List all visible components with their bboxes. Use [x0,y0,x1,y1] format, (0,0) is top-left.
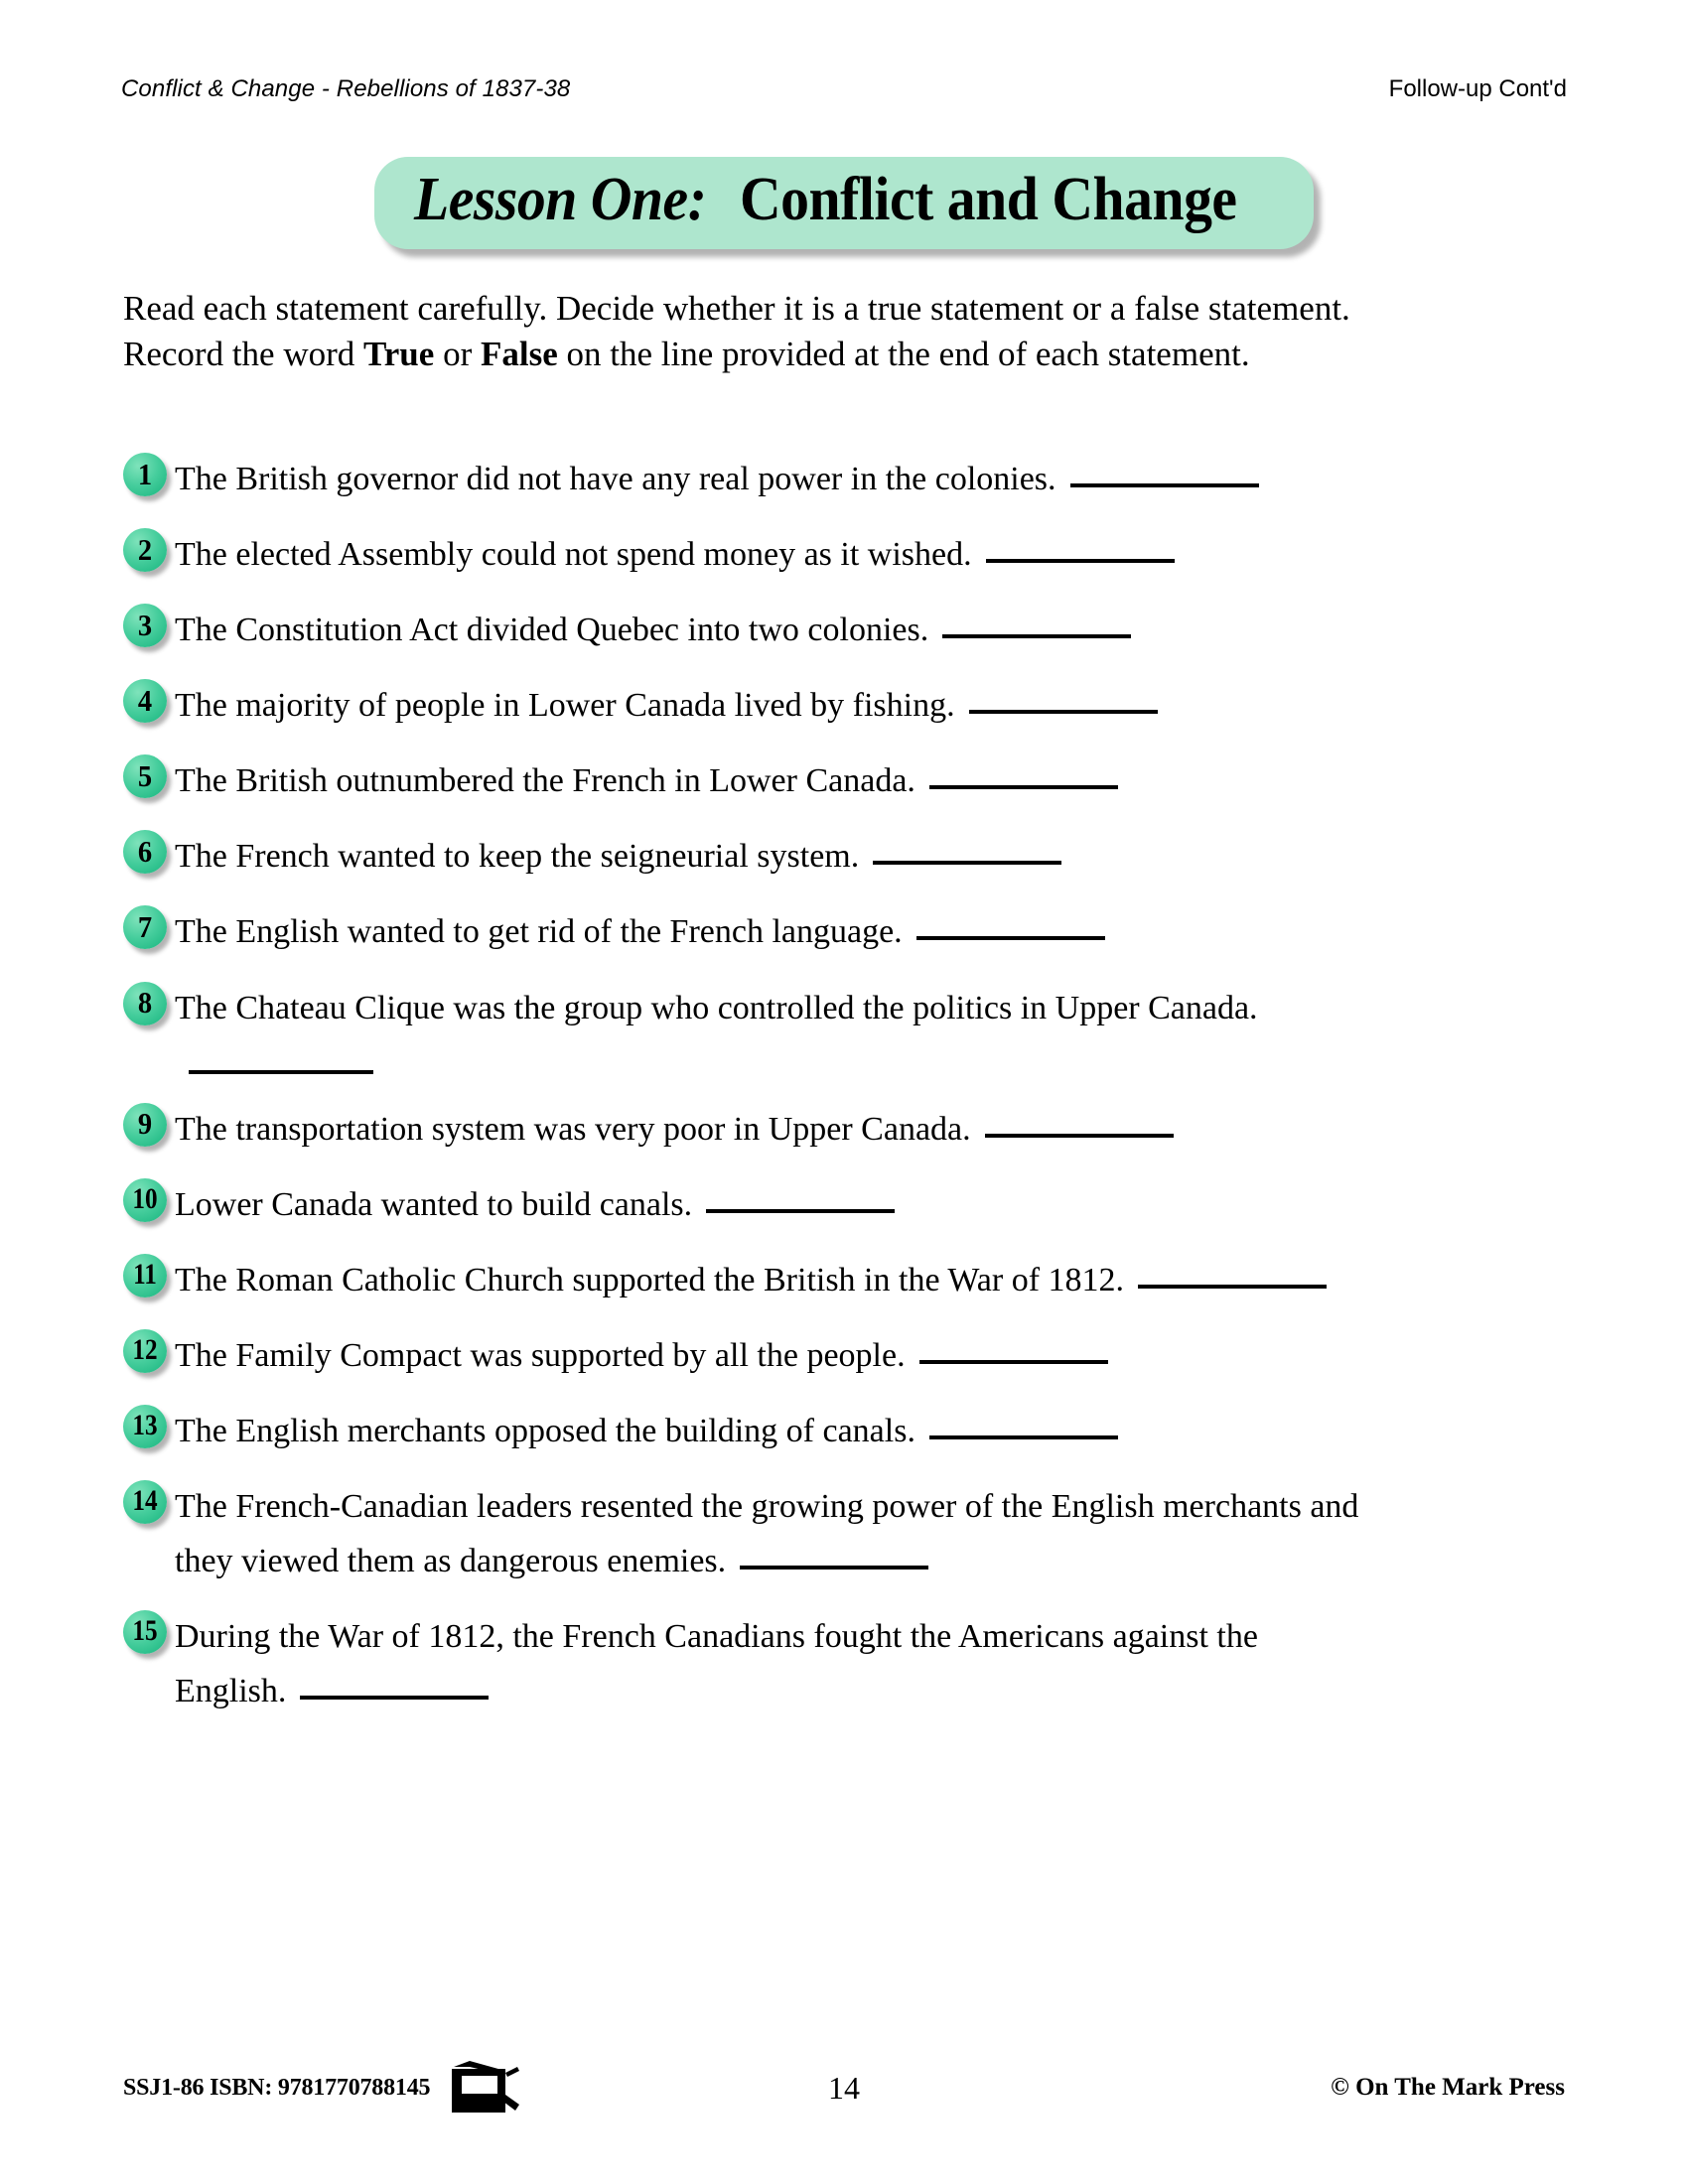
question-statement: The majority of people in Lower Canada lived by fishing. [175,687,955,725]
question-statement: The English merchants opposed the building of canals. [175,1412,915,1449]
question-statement: The Chateau Clique was the group who controlled the politics in Upper Canada. [175,989,1258,1026]
question-row [123,829,1583,884]
question-statement: The British outnumbered the French in Lower Canada. [175,762,915,800]
question-number: 2 [137,531,153,567]
question-statement: During the War of 1812, the French Canadians fought the Americans against the [175,1618,1258,1656]
question-row [123,1253,1583,1307]
question-text [175,1328,1583,1383]
book-logo-icon [444,2055,521,2120]
footer-copyright: © On The Mark Press [1331,2074,1565,2101]
page-footer [123,2055,1565,2120]
footer-identifier [123,2055,521,2120]
question-number: 13 [132,1408,158,1441]
question-text [175,904,1583,959]
answer-blank-line[interactable] [929,785,1118,789]
answer-blank-line[interactable] [985,1134,1174,1138]
question-continuation-line [175,1534,1583,1588]
question-row [123,1102,1583,1157]
answer-blank-line[interactable] [969,710,1158,714]
question-number: 8 [137,985,153,1021]
question-row [123,904,1583,959]
banner-lesson-label: Lesson One: [413,166,706,233]
question-text [175,753,1583,808]
instructions-false-word: False [480,334,558,373]
footer-code: SSJ1-86 ISBN: 9781770788145 [123,2074,431,2101]
answer-blank-row [175,1035,1583,1081]
answer-blank-line[interactable] [300,1696,489,1700]
question-statement: The Family Compact was supported by all the people. [175,1336,906,1374]
question-statement: The Roman Catholic Church supported the British in the War of 1812. [175,1261,1125,1298]
question-text [175,1253,1583,1307]
question-row [123,1328,1583,1383]
question-number: 12 [132,1332,158,1366]
question-text [175,1404,1583,1458]
answer-blank-line[interactable] [919,1360,1108,1364]
instructions-conjunction: or [434,334,481,373]
question-row [123,603,1583,657]
question-text [175,1177,1583,1232]
question-row [123,1479,1583,1588]
question-text [175,1609,1583,1664]
question-row [123,527,1583,582]
question-continuation-line [175,1664,1583,1718]
question-list [123,452,1583,1739]
question-statement: The British governor did not have any real power in the colonies. [175,461,1056,497]
instructions-line-1: Read each statement carefully. Decide whether it is a true statement or a false statement. [123,289,1350,328]
answer-blank-line[interactable] [929,1435,1118,1439]
running-head-right: Follow-up Cont'd [1388,75,1567,102]
question-row [123,1177,1583,1232]
question-number: 10 [132,1181,158,1215]
question-statement: The French wanted to keep the seigneurial system. [175,838,860,876]
instructions [123,286,1573,376]
answer-blank-line[interactable] [740,1566,928,1570]
answer-blank-line[interactable] [986,559,1175,563]
question-text [175,452,1583,506]
answer-blank-line[interactable] [189,1070,373,1074]
question-text [175,527,1583,582]
question-number: 3 [137,607,153,642]
question-statement: Lower Canada wanted to build canals. [175,1185,693,1223]
question-number: 9 [137,1106,153,1142]
question-text [175,981,1583,1035]
question-text [175,678,1583,733]
question-continuation-text: they viewed them as dangerous enemies. [175,1543,727,1580]
footer-page-number: 14 [828,2069,860,2106]
instructions-true-word: True [363,334,435,373]
question-text [175,1102,1583,1157]
question-number: 15 [132,1614,158,1648]
instructions-line-2-pre: Record the word [123,334,364,373]
answer-blank-line[interactable] [916,936,1105,940]
question-continuation-text: English. [175,1673,287,1710]
question-row [123,452,1583,506]
question-number: 5 [137,757,153,793]
question-number: 7 [137,908,153,944]
question-statement: The French-Canadian leaders resented the growing power of the English merchants and [175,1488,1359,1526]
question-row [123,1609,1583,1718]
banner-topic: Conflict and Change [740,166,1237,233]
question-statement: The English wanted to get rid of the French language. [175,913,903,951]
question-number: 4 [137,682,153,718]
instructions-line-2 [123,332,1573,377]
question-statement: The Constitution Act divided Quebec into two colonies. [175,612,929,649]
answer-blank-line[interactable] [1138,1285,1327,1289]
answer-blank-line[interactable] [873,861,1061,865]
answer-blank-line[interactable] [1070,483,1259,487]
question-number: 1 [137,456,153,491]
title-banner [374,157,1315,249]
question-number: 6 [137,833,153,869]
question-text [175,1479,1583,1534]
answer-blank-line[interactable] [706,1209,895,1213]
question-row [123,753,1583,808]
title-banner-wrapper [0,157,1688,249]
question-row [123,981,1583,1081]
running-head-left: Conflict & Change - Rebellions of 1837-38 [121,75,571,102]
question-text [175,829,1583,884]
question-row [123,1404,1583,1458]
question-statement: The elected Assembly could not spend money as it wished. [175,536,972,574]
question-statement: The transportation system was very poor in Upper Canada. [175,1110,971,1148]
question-number: 14 [132,1484,158,1518]
question-text [175,603,1583,657]
answer-blank-line[interactable] [942,634,1131,638]
running-head [121,75,1567,103]
instructions-line-2-post: on the line provided at the end of each statement. [557,334,1250,373]
question-row [123,678,1583,733]
question-number: 11 [133,1257,157,1291]
